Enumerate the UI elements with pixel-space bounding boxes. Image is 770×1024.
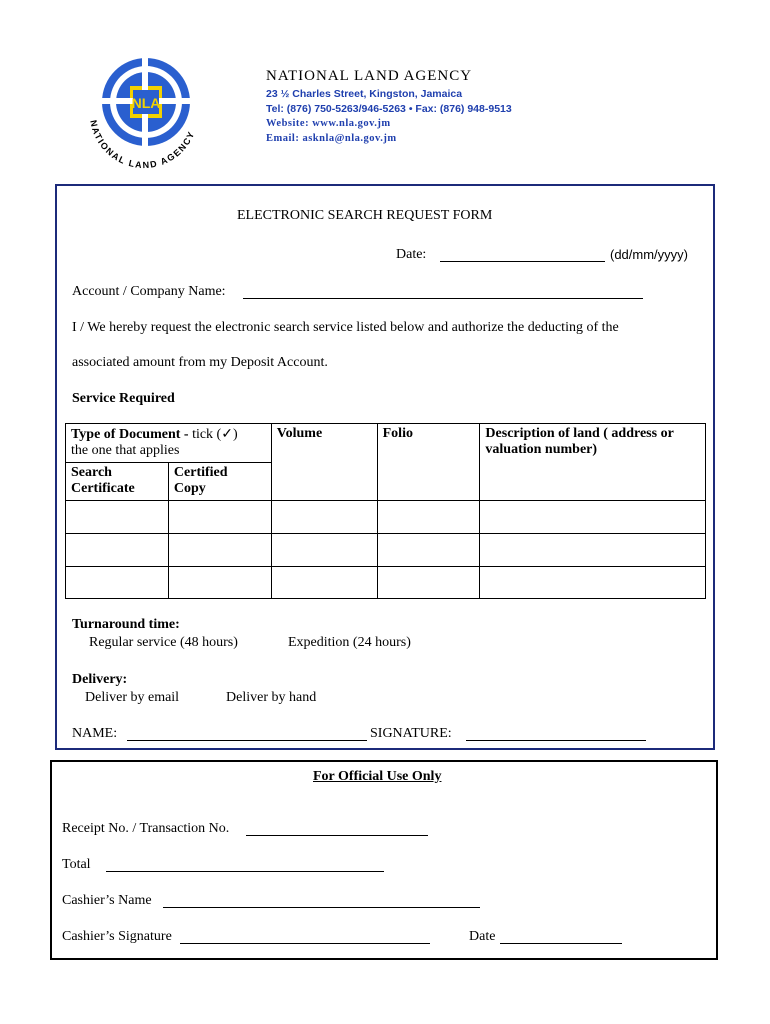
date-label: Date:	[396, 247, 427, 262]
table-row	[66, 567, 706, 599]
regular-service-option[interactable]: Regular service (48 hours)	[89, 635, 238, 650]
volume-cell[interactable]	[271, 501, 377, 534]
cashier-name-label: Cashier’s Name	[62, 893, 152, 908]
request-text-line1: I / We hereby request the electronic search service listed below and authorize the deducting of the	[72, 320, 619, 335]
service-required-heading: Service Required	[72, 391, 175, 406]
certified-copy-cell[interactable]	[168, 567, 271, 599]
total-label: Total	[62, 857, 91, 872]
total-field[interactable]	[106, 871, 384, 872]
name-field[interactable]	[127, 740, 367, 741]
search-certificate-cell[interactable]	[66, 567, 169, 599]
cashier-signature-field[interactable]	[180, 943, 430, 944]
cashier-signature-label: Cashier’s Signature	[62, 929, 172, 944]
folio-cell[interactable]	[377, 567, 480, 599]
description-cell[interactable]	[480, 534, 706, 567]
cashier-name-field[interactable]	[163, 907, 480, 908]
expedition-option[interactable]: Expedition (24 hours)	[288, 635, 411, 650]
certified-copy-cell[interactable]	[168, 501, 271, 534]
official-use-heading: For Official Use Only	[313, 769, 442, 784]
request-text-line2: associated amount from my Deposit Account.	[72, 355, 328, 370]
account-label: Account / Company Name:	[72, 284, 226, 299]
official-date-field[interactable]	[500, 943, 622, 944]
official-date-label: Date	[469, 929, 496, 944]
description-cell[interactable]	[480, 501, 706, 534]
certified-copy-header: Certified Copy	[168, 463, 271, 501]
table-row	[66, 501, 706, 534]
service-table	[65, 423, 706, 599]
name-label: NAME:	[72, 726, 118, 741]
search-certificate-cell[interactable]	[66, 534, 169, 567]
signature-field[interactable]	[466, 740, 646, 741]
nla-logo	[78, 52, 208, 170]
search-certificate-header: Search Certificate	[66, 463, 169, 501]
logo-letters: NLA	[131, 95, 161, 111]
certified-copy-cell[interactable]	[168, 534, 271, 567]
description-header: Description of land ( address or valuation number)	[480, 424, 706, 501]
folio-cell[interactable]	[377, 501, 480, 534]
turnaround-heading: Turnaround time:	[72, 617, 180, 632]
agency-address: 23 ½ Charles Street, Kingston, Jamaica	[266, 88, 463, 100]
volume-header: Volume	[271, 424, 377, 501]
agency-website[interactable]: Website: www.nla.gov.jm	[266, 118, 391, 129]
description-cell[interactable]	[480, 567, 706, 599]
account-name-field[interactable]	[243, 298, 643, 299]
form-title: ELECTRONIC SEARCH REQUEST FORM	[237, 208, 493, 223]
volume-cell[interactable]	[271, 567, 377, 599]
agency-name: NATIONAL LAND AGENCY	[266, 68, 473, 84]
volume-cell[interactable]	[271, 534, 377, 567]
date-field[interactable]	[440, 261, 605, 262]
folio-header: Folio	[377, 424, 480, 501]
deliver-by-email-option[interactable]: Deliver by email	[85, 690, 180, 705]
date-format-hint: (dd/mm/yyyy)	[610, 247, 688, 262]
search-certificate-cell[interactable]	[66, 501, 169, 534]
delivery-heading: Delivery:	[72, 672, 128, 687]
signature-label: SIGNATURE:	[370, 726, 452, 741]
agency-tel-fax: Tel: (876) 750-5263/946-5263 • Fax: (876) 948-9513	[266, 103, 512, 115]
deliver-by-hand-option[interactable]: Deliver by hand	[226, 690, 317, 705]
type-of-document-header: Type of Document - tick (✓) the one that applies	[66, 424, 272, 463]
logo-ring-text: NATIONAL LAND AGENCY	[88, 119, 197, 170]
receipt-label: Receipt No. / Transaction No.	[62, 821, 230, 836]
folio-cell[interactable]	[377, 534, 480, 567]
table-row	[66, 534, 706, 567]
receipt-field[interactable]	[246, 835, 428, 836]
agency-email[interactable]: Email: asknla@nla.gov.jm	[266, 133, 397, 144]
